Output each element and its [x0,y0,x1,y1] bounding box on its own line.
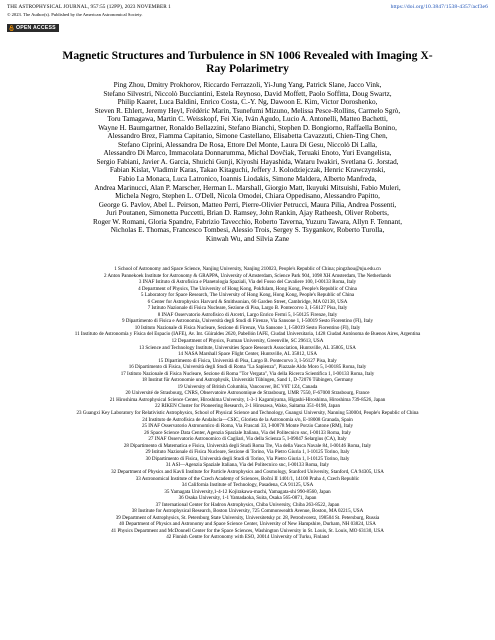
author-line: Nicholas E. Thomas, Francesco Tombesi, Alessio Trois, Sergey S. Tsygankov, Roberto Turolla, [110,226,385,235]
open-lock-icon [9,25,14,31]
affiliation: 35 Yamagata University,1-4-12 Kojirakawa-machi, Yamagata-shi 990-8560, Japan [164,488,331,495]
affiliation: 28 Dipartimento di Matematica e Fisica, Università degli Studi Roma Tre, Via della Vasca Navale 84, I-00146 Roma, Italy [123,442,372,449]
affiliation: 9 Dipartimento di Fisica e Astronomia, Università degli Studi di Firenze, Via Sansone 1, I-50019 Sesto Fiorentino (FI), Italy [121,318,374,325]
affiliation: 30 Dipartimento di Fisica, Università degli Studi di Torino, Via Pietro Giuria 1, I-10125 Torino, Italy [145,455,350,462]
affiliation: 22 RIKEN Cluster for Pioneering Research, 2-1 Hirosawa, Wako, Saitama 351-0198, Japan [155,403,340,410]
affiliation: 40 Department of Physics and Astronomy and Space Science Center, University of New Hampshire, Durham, NH 03824, USA [119,521,376,528]
doi-link[interactable]: https://doi.org/10.3847/1538-4357/acf3e6 [390,4,488,10]
affiliation: 17 Istituto Nazionale di Fisica Nucleare, Sezione di Roma "Tor Vergata", Via della Ricerca Scientifica 1, I-00133 Roma, Italy [120,370,375,377]
affiliation: 37 International Center for Hadron Astrophysics, Chiba University, Chiba 263-8522, Japan [155,501,340,508]
affiliation: 31 ASI—Agenzia Spaziale Italiana, Via del Politecnico snc, I-00133 Roma, Italy [165,462,330,469]
author-line: Stefano Silvestri, Niccolò Bucciantini, Estela Reynoso, David Moffett, Paolo Soffitta, Doug Swartz, [103,89,392,98]
affiliation: 41 Physics Department and McDonnell Center for the Space Sciences, Washington University in St. Louis, St. Louis, MO 63130, USA [111,527,384,534]
author-line: Juri Poutanen, Simonetta Puccetti, Brian D. Ramsey, John Rankin, Ajay Ratheesh, Oliver Roberts, [106,209,389,218]
affiliation: 7 Istituto Nazionale di Fisica Nucleare, Sezione di Pisa, Largo B. Pontecorvo 3, I-56127 Pisa, Italy [147,305,348,312]
affiliation: 33 Astronomical Institute of the Czech Academy of Sciences, Boční II 1401/1, 14100 Praha 4, Czech Republic [135,475,360,482]
affiliation: 3 INAF Istituto di Astrofisica e Planetologia Spaziali, Via del Fosso del Cavaliere 100, I-00133 Roma, Italy [138,279,357,286]
affiliation: 10 Istituto Nazionale di Fisica Nucleare, Sezione di Firenze, Via Sansone 1, I-50019 Sesto Fiorentino (FI), Italy [134,324,361,331]
author-line: Fabian Kislat, Vladimir Karas, Takao Kitaguchi, Jeffery J. Kolodziejczak, Henric Krawczynski, [109,166,386,175]
author-line: Wayne H. Baumgartner, Ronaldo Bellazzini, Stefano Bianchi, Stephen D. Bongiorno, Raffaella Bonino, [98,123,397,132]
affiliation: 27 INAF Osservatorio Astronomico di Cagliari, Via della Scienza 5, I-09047 Selargius (CA), Italy [148,436,347,443]
affiliation: 11 Instituto de Astronomía y Física del Espacio (IAFE), Av. Int. Güiraldes 2620, Pabellón IAFE, Ciudad Universitaria, 1428 Ciudad Autónoma de Buenos Aires, Argentina [74,331,421,338]
author-line: Alessandro Brez, Fiamma Capitanio, Simone Castellano, Elisabetta Cavazzuti, Chien-Ting Chen, [107,132,388,141]
author-line: Andrea Marinucci, Alan P. Marscher, Herman L. Marshall, Giorgio Matt, Ikuyuki Mitsuishi, Fabio Muleri, [94,183,401,192]
author-line: Steven R. Ehlert, Jeremy Heyl, Frédéric Marin, Tsunefumi Mizuno, Melissa Pesce-Rollins, Carmelo Sgrò, [94,106,401,115]
open-access-badge[interactable] [7,24,59,32]
affiliation: 14 NASA Marshall Space Flight Center, Huntsville, AL 35812, USA [178,351,317,358]
affiliation: 34 California Institute of Technology, Pasadena, CA 91125, USA [181,482,314,489]
journal-header [7,4,488,36]
author-line: Toru Tamagawa, Martin C. Weisskopf, Fei Xie, Iván Agudo, Lucio A. Antonelli, Matteo Bachetti, [107,115,388,124]
journal-name: THE ASTROPHYSICAL JOURNAL, 957:55 (12PP), 2023 NOVEMBER 1 [7,4,171,10]
affiliation: 24 Instituto de Astrofísica de Andalucía—CSIC, Glorieta de la Astronomía s/n, E-18008 Granada, Spain [142,416,353,423]
author-line: Alessandro Di Marco, Immacolata Donnarumma, Michal Dovčiak, Teruaki Enoto, Yuri Evangelista, [103,149,392,158]
copyright-notice: © 2023. The Author(s). Published by the American Astronomical Society. [7,12,143,17]
author-line: Fabio La Monaca, Luca Latronico, Ioannis Liodakis, Simone Maldera, Alberto Manfreda, [118,175,377,184]
affiliation: 15 Dipartimento di Fisica, Università di Pisa, Largo B. Pontecorvo 3, I-56127 Pisa, Italy [158,357,337,364]
affiliation: 4 Department of Physics, The University of Hong Kong, Pokfulam, Hong Kong, People's Republic of China [138,285,357,292]
affiliation: 12 Department of Physics, Furman University, Greenville, SC 29613, USA [171,338,324,345]
affiliation: 5 Laboratory for Space Research, The University of Hong Kong, Hong Kong, People's Republic of China [140,292,355,299]
affiliation: 23 Guangxi Key Laboratory for Relativistic Astrophysics, School of Physical Science and Technology, Guangxi University, Nanning 530004, People's Republic of China [76,410,419,417]
affiliation: 42 Finnish Centre for Astronomy with ESO, 20014 University of Turku, Finland [166,534,329,541]
author-line: George G. Pavlov, Abel L. Peirson, Matteo Perri, Pierre-Olivier Petrucci, Maura Pilia, Andrea Possenti, [98,200,397,209]
affiliation: 16 Dipartimento di Fisica, Università degli Studi di Roma "La Sapienza", Piazzale Aldo Moro 5, I-00185 Roma, Italy [128,364,367,371]
affiliation: 13 Science and Technology Institute, Universities Space Research Association, Huntsville, AL 35805, USA [139,344,356,351]
open-access-label: OPEN ACCESS [16,25,56,31]
affiliation: 32 Department of Physics and Kavli Institute for Particle Astrophysics and Cosmology, Stanford University, Stanford, CA 94305, USA [111,468,384,475]
author-line: Sergio Fabiani, Javier A. Garcia, Shuichi Gunji, Kiyoshi Hayashida, Wataru Iwakiri, Svetlana G. Jorstad, [96,157,399,166]
affiliation: 21 Hiroshima Astrophysical Science Center, Hiroshima University, 1-3-1 Kagamiyama, Higashi-Hiroshima, Hiroshima 739-8526, Japan [109,396,386,403]
author-line: Michela Negro, Stephen L. O'Dell, Nicola Omodei, Chiara Oppedisano, Alessandro Papitto, [115,192,380,201]
affiliation: 19 University of British Columbia, Vancouver, BC V6T 1Z4, Canada [177,383,318,390]
author-line: Kinwah Wu, and Silvia Zane [205,234,290,243]
paper-title: Magnetic Structures and Turbulence in SN 1006 Revealed with Imaging X-Ray Polarimetry [62,49,433,75]
author-line: Stefano Ciprini, Alessandra De Rosa, Ettore Del Monte, Laura Di Gesu, Niccolò Di Lalla, [117,140,378,149]
author-line: Roger W. Romani, Gloria Spandre, Fabrizio Tavecchio, Roberto Taverna, Yuzuru Tawara, Allyn F. Tennant, [93,217,402,226]
affiliation: 25 INAF Osservatorio Astronomico di Roma, Via Frascati 33, I-00078 Monte Porzio Catone (RM), Italy [141,423,354,430]
affiliation: 26 Space Science Data Center, Agenzia Spaziale Italiana, Via del Politecnico snc, I-00133 Roma, Italy [144,429,351,436]
affiliation: 6 Center for Astrophysics Harvard & Smithsonian, 60 Garden Street, Cambridge, MA 02138, USA [147,298,348,305]
affiliation: 36 Osaka University, 1-1 Yamadaoka, Suita, Osaka 565-0871, Japan [178,495,317,502]
affiliation: 8 INAF Osservatorio Astrofisico di Arcetri, Largo Enrico Fermi 5, I-50125 Firenze, Italy [157,311,338,318]
author-list [14,81,481,243]
affiliation-list [10,266,485,541]
header-row [7,4,488,11]
author-line: Philip Kaaret, Luca Baldini, Enrico Costa, C.-Y. Ng, Dawoon E. Kim, Victor Doroshenko, [117,98,378,107]
affiliation: 20 Université de Strasbourg, CNRS, Observatoire Astronomique de Strasbourg, UMR 7550, F-67000 Strasbourg, France [125,390,370,397]
affiliation: 1 School of Astronomy and Space Science, Nanjing University, Nanjing 210023, People's Republic of China; pingzhou@nju.edu.cn [114,266,381,272]
affiliation: 2 Anton Pannekoek Institute for Astronomy & GRAPPA, University of Amsterdam, Science Park 904, 1098 XH Amsterdam, The Netherlands [103,272,392,279]
affiliation: 29 Istituto Nazionale di Fisica Nucleare, Sezione di Torino, Via Pietro Giuria 1, I-10125 Torino, Italy [145,449,350,456]
affiliation: 38 Institute for Astrophysical Research, Boston University, 725 Commonwealth Avenue, Boston, MA 02215, USA [131,508,364,515]
affiliation: 39 Department of Astrophysics, St. Petersburg State University, Universitetsky pr. 28, Petrodvoretz, 198504 St. Petersburg, Russia [115,514,380,521]
author-line: Ping Zhou, Dmitry Prokhorov, Riccardo Ferrazzoli, Yi-Jung Yang, Patrick Slane, Jacco Vink, [113,81,382,89]
affiliation: 18 Institut für Astronomie und Astrophysik, Universität Tübingen, Sand 1, D-72076 Tübingen, Germany [141,377,354,384]
